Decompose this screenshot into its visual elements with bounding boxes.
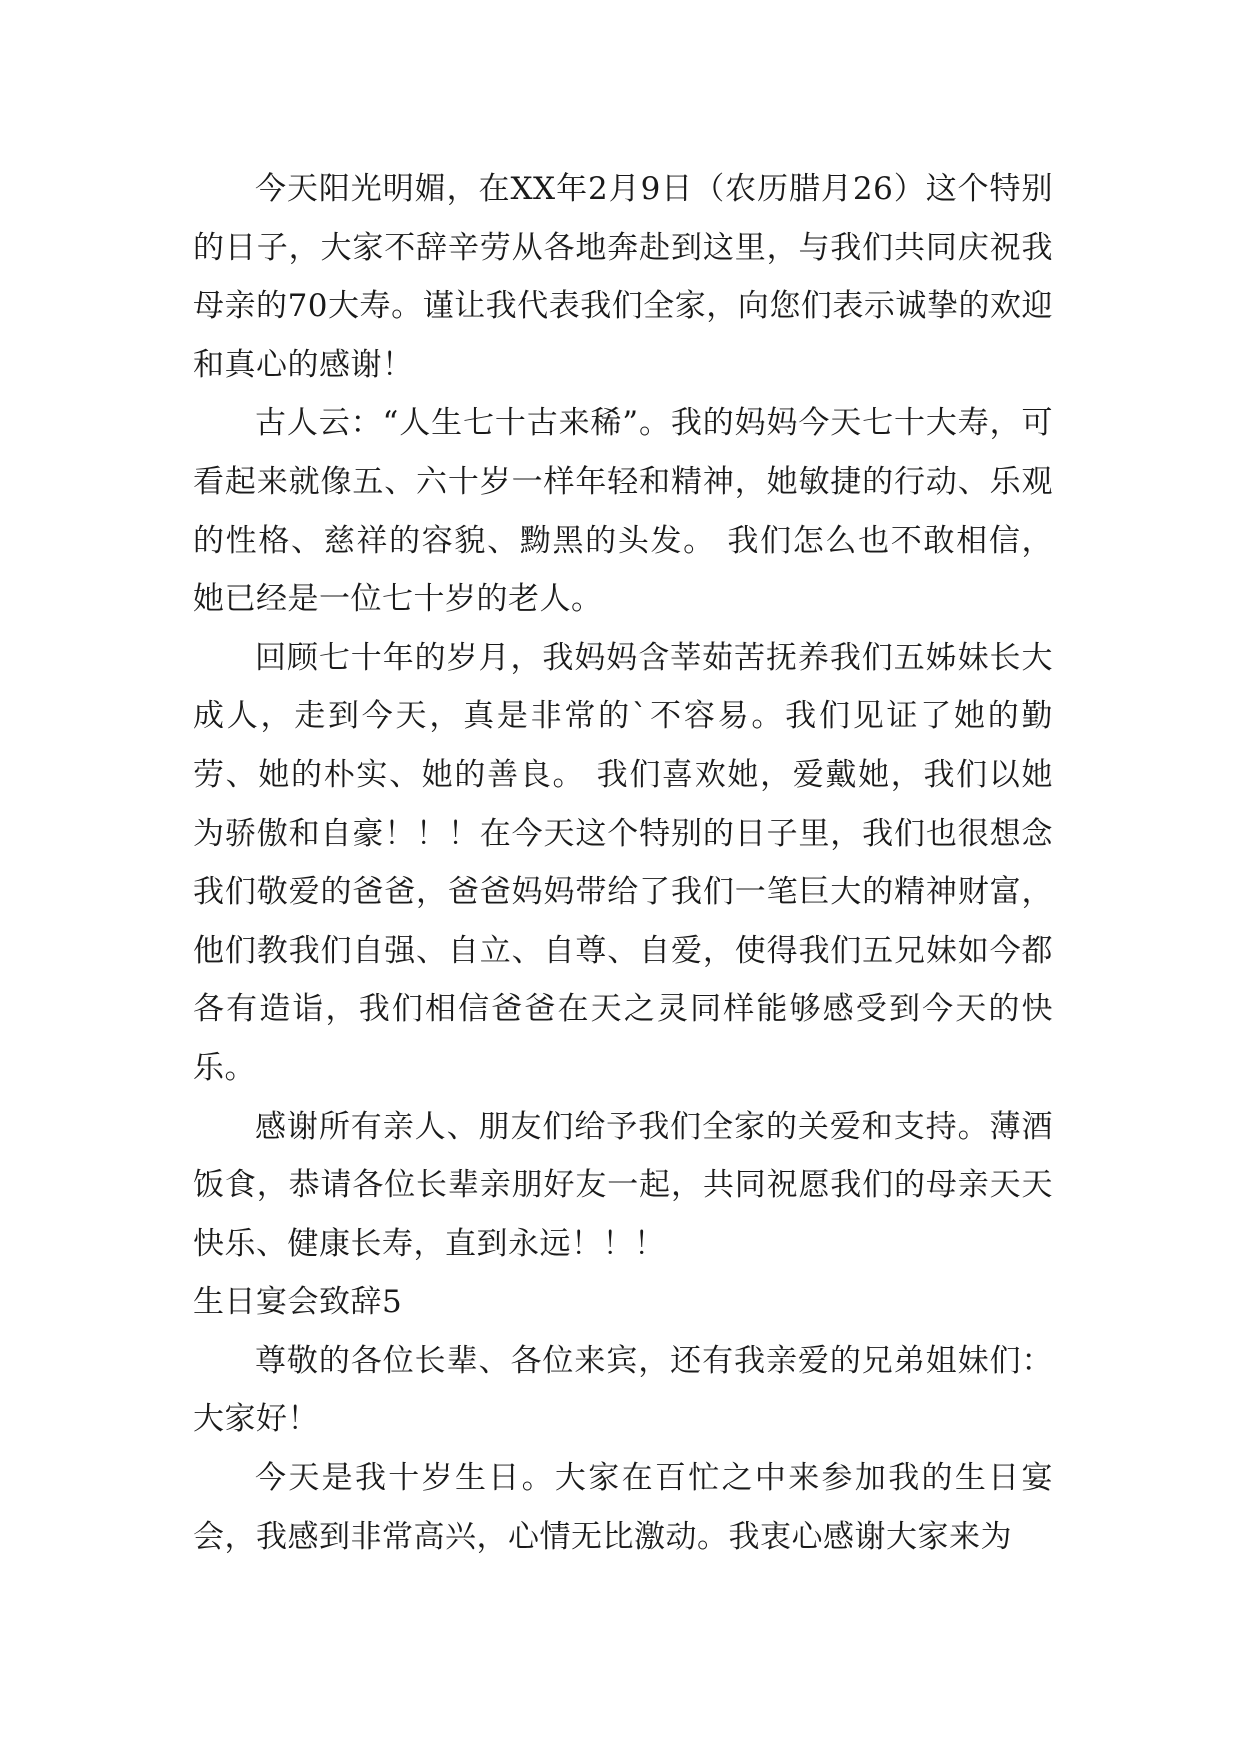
document-body [193, 160, 1053, 1566]
paragraph-looking-back: 回顾七十年的岁月，我妈妈含莘茹苦抚养我们五姊妹长大成人，走到今天，真是非常的`不容易。我们见证了她的勤劳、她的朴实、她的善良。 我们喜欢她，爱戴她，我们以她为骄傲和自豪！！！在今天这个特别的日子里，我们也很想念我们敬爱的爸爸，爸爸妈妈带给了我们一笔巨大的精神财富，他们教我们自强、自立、自尊、自爱，使得我们五兄妹如今都各有造诣，我们相信爸爸在天之灵同样能够感受到今天的快乐。 [193, 639, 1053, 1086]
paragraph-birthday-greeting: 今天阳光明媚，在XX年2月9日（农历腊月26）这个特别的日子，大家不辞辛劳从各地奔赴到这里，与我们共同庆祝我母亲的70大寿。谨让我代表我们全家，向您们表示诚挚的欢迎和真心的感谢！ [193, 171, 1053, 383]
paragraph-tenth-birthday: 今天是我十岁生日。大家在百忙之中来参加我的生日宴会，我感到非常高兴，心情无比激动。我衷心感谢大家来为 [193, 1460, 1053, 1555]
paragraph-thanks: 感谢所有亲人、朋友们给予我们全家的关爱和支持。薄酒饭食，恭请各位长辈亲朋好友一起，共同祝愿我们的母亲天天快乐、健康长寿，直到永远！！！ [193, 1108, 1053, 1262]
section-title: 生日宴会致辞5 [193, 1284, 403, 1321]
paragraph-ancient-saying: 古人云：“人生七十古来稀”。我的妈妈今天七十大寿，可看起来就像五、六十岁一样年轻和精神，她敏捷的行动、乐观的性格、慈祥的容貌、黝黑的头发。 我们怎么也不敢相信，她已经是一位七十岁的老人。 [193, 405, 1053, 618]
paragraph-salutation: 尊敬的各位长辈、各位来宾，还有我亲爱的兄弟姐妹们：大家好！ [193, 1342, 1053, 1438]
